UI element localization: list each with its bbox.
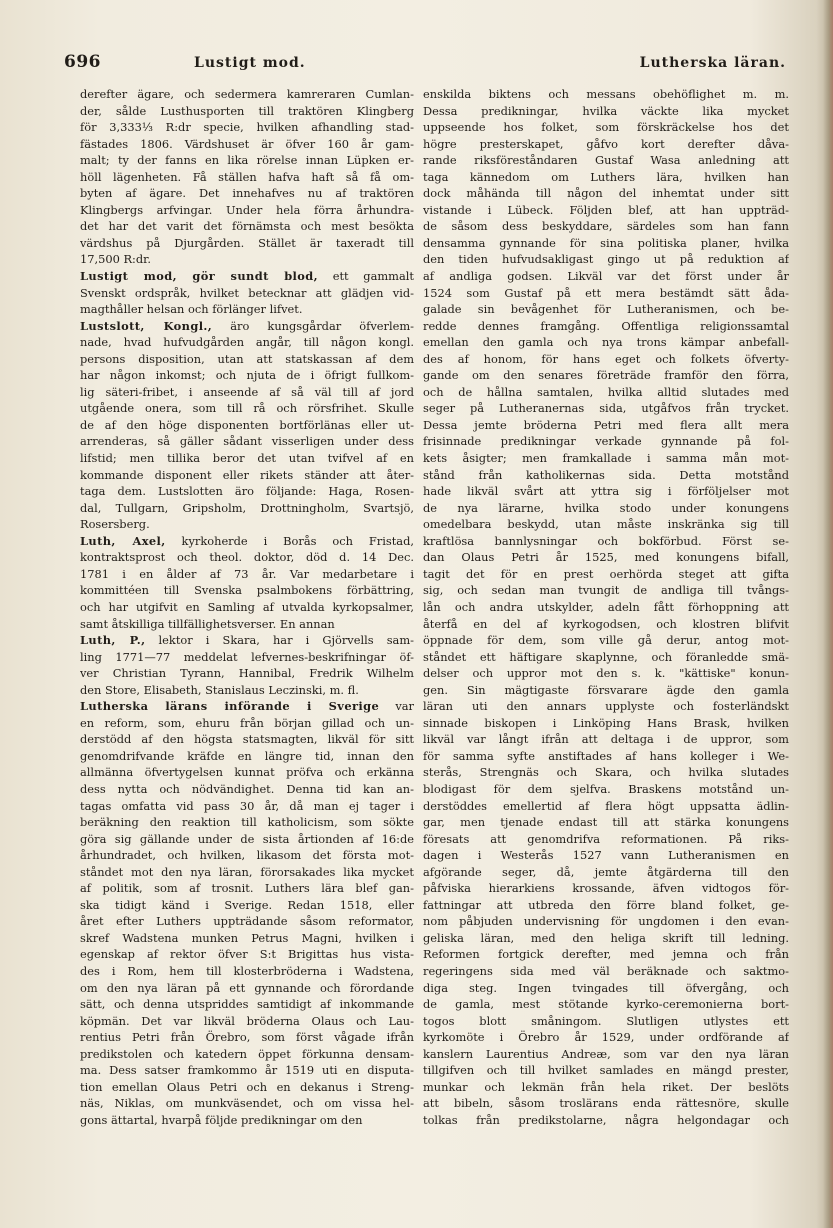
text-line: redde dennes framgång. Offentliga religionssamtal <box>423 318 789 333</box>
text-line: stånd från katholikernas sida. Detta motstånd <box>423 467 789 482</box>
text-line: skref Wadstena munken Petrus Magni, hvilken i <box>80 930 414 945</box>
entry-first-line <box>80 698 414 715</box>
entry-first-line <box>80 318 414 335</box>
text-line: föresats att genomdrifva reformationen. På riks- <box>423 831 789 846</box>
text-line: kets åsigter; men framkallade i samma mån mot- <box>423 451 789 466</box>
text-line: genomdrifvande kräfde en längre tid, innan den <box>80 748 414 763</box>
entry-heading: Lustslott, Kongl., <box>80 318 213 333</box>
text-line: allmänna öfvertygelsen kunnat pröfva och erkänna <box>80 765 414 780</box>
text-line: och de hållna samtalen, hvilka alltid slutades med <box>423 384 789 399</box>
text-line: sätt, och denna utspriddes samtidigt af inkommande <box>80 997 414 1012</box>
text-line: derstöddes emellertid af flera högt uppsatta ädlin- <box>423 798 789 813</box>
text-line: densamma gynnande för sina politiska planer, hvilka <box>423 235 789 250</box>
text-line: lån och andra utskylder, adeln fått förhoppning att <box>423 599 789 614</box>
entry-first-line <box>80 533 414 550</box>
text-line: kontraktsprost och theol. doktor, död d. 14 Dec. <box>80 550 414 565</box>
right-column <box>423 86 789 1128</box>
text-line: återfå en del af kyrkogodsen, och klostren blifvit <box>423 616 789 631</box>
right-running-head: Lutherska läran. <box>639 55 786 71</box>
text-line: byten af ägare. Det innehafves nu af traktören <box>80 186 414 201</box>
text-line: galade sin bevågenhet för Lutheranismen, och be- <box>423 302 789 317</box>
page-header <box>64 52 786 76</box>
text-line: den tiden hufvudsakligast gingo ut på reduktion af <box>423 252 789 267</box>
entry-text: lektor i Skara, har i Gjörvells sam- <box>145 633 414 648</box>
text-line: århundradet, och hvilken, likasom det första mot- <box>80 848 414 863</box>
text-line: sterås, Strengnäs och Skara, och hvilka slutades <box>423 765 789 780</box>
text-line: vistande i Lübeck. Följden blef, att han uppträd- <box>423 202 789 217</box>
text-line: köpmän. Det var likväl bröderna Olaus och Lau- <box>80 1013 414 1028</box>
entry-text: äro kungsgårdar öfverlem- <box>212 318 414 333</box>
text-line: ver Christian Tyrann, Hannibal, Fredrik Wilhelm <box>80 666 414 681</box>
text-line: högre presterskapet, gåfvo kort derefter dåva- <box>423 136 789 151</box>
entry-first-line <box>80 268 414 285</box>
text-line: seger på Lutheranernas sida, utgåfvos från trycket. <box>423 401 789 416</box>
text-line: dess nytta och nödvändighet. Denna tid kan an- <box>80 781 414 796</box>
text-line: taga dem. Lustslotten äro följande: Haga, Rosen- <box>80 484 414 499</box>
text-line: om den nya läran på ett gynnande och förordande <box>80 980 414 995</box>
text-line: 1524 som Gustaf på ett mera bestämdt sätt åda- <box>423 285 789 300</box>
text-line: de nya lärarne, hvilka stodo under konungens <box>423 500 789 515</box>
text-line: kraftlösa bannlysningar och bokförbud. Först se- <box>423 533 789 548</box>
text-line: 1781 i en ålder af 73 år. Var medarbetare i <box>80 566 414 581</box>
text-line: året efter Luthers uppträdande såsom reformator, <box>80 914 414 929</box>
text-line: fästades 1806. Värdshuset är öfver 160 år gam- <box>80 136 414 151</box>
left-column <box>80 86 414 1128</box>
text-line: ståndet ett häftigare skaplynne, och föranledde smä- <box>423 649 789 664</box>
text-line: dal, Tullgarn, Gripsholm, Drottningholm, Svartsjö, <box>80 500 414 515</box>
text-line: tillgifven och till hvilket samlades en mängd prester, <box>423 1063 789 1078</box>
text-line: arrenderas, så gäller sådant visserligen under dess <box>80 434 414 449</box>
entry-heading: Luth, P., <box>80 633 146 648</box>
text-line: lifstid; men tillika beror det utan tvifvel af en <box>80 451 414 466</box>
text-line: Klingbergs arfvingar. Under hela förra århundra- <box>80 202 414 217</box>
text-line: de såsom dess beskyddare, särdeles som han fann <box>423 219 789 234</box>
text-line: des af honom, för hans eget och folkets öfverty- <box>423 351 789 366</box>
text-line: värdshus på Djurgården. Stället är taxeradt till <box>80 235 414 250</box>
text-line: persons disposition, utan att statskassan af dem <box>80 351 414 366</box>
text-line: omedelbara beskydd, utan måste inskränka sig till <box>423 517 789 532</box>
left-running-head: Lustigt mod. <box>194 55 306 71</box>
text-line: gen. Sin mägtigaste försvarare ägde den gamla <box>423 682 789 697</box>
text-line: tolkas från predikstolarne, några helgondagar och <box>423 1112 789 1127</box>
text-line: utgående onera, som till rå och rörsfrihet. Skulle <box>80 401 414 416</box>
text-line: höll lägenheten. Få ställen hafva haft så få om- <box>80 169 414 184</box>
text-line: beräkning den reaktion till katholicism, som sökte <box>80 815 414 830</box>
page-number: 696 <box>64 52 101 72</box>
text-line: munkar och lekmän från hela riket. Der beslöts <box>423 1079 789 1094</box>
text-line: näs, Niklas, om munkväsendet, och om vissa hel- <box>80 1096 414 1111</box>
text-line: dagen i Westerås 1527 vann Lutheranismen en <box>423 848 789 863</box>
text-line: samt åtskilliga tillfällighetsverser. En annan <box>80 616 335 631</box>
text-line: Svenskt ordspråk, hvilket betecknar att glädjen vid- <box>80 285 414 300</box>
text-line: des i Rom, hem till klosterbröderna i Wadstena, <box>80 963 414 978</box>
text-line: derefter ägare, och sedermera kamreraren Cumlan- <box>80 87 414 101</box>
entry-first-line <box>80 632 414 649</box>
text-line: taga kännedom om Luthers lära, hvilken han <box>423 169 789 184</box>
text-line: tion emellan Olaus Petri och en dekanus i Streng- <box>80 1079 414 1094</box>
text-line: tagas omfatta vid pass 30 år, då man ej tager i <box>80 798 414 813</box>
text-line: nade, hvad hufvudgården angår, till någon kongl. <box>80 335 414 350</box>
text-line: öppnade för dem, som ville gå derur, antog mot- <box>423 633 789 648</box>
text-line: der, sålde Lusthusporten till traktören Klingberg <box>80 103 414 118</box>
text-line: af politik, som af trosnit. Luthers lära blef gan- <box>80 881 414 896</box>
entry-heading: Luth, Axel, <box>80 533 166 548</box>
entry-heading: Lustigt mod, gör sundt blod, <box>80 269 319 284</box>
entry-heading: Lutherska lärans införande i Sverige <box>80 699 380 714</box>
text-line: uppseende hos folket, som förskräckelse hos det <box>423 120 789 135</box>
entry-text: var <box>379 699 414 714</box>
text-line: tagit det för en prest oerhörda steget att gifta <box>423 566 789 581</box>
text-line: gons ättartal, hvarpå följde predikningar om den <box>80 1112 363 1127</box>
text-line: nom påbjuden undervisning för ungdomen i den evan- <box>423 914 789 929</box>
text-line: kommittéen till Svenska psalmbokens förbättring, <box>80 583 414 598</box>
text-line: rande riksföreståndaren Gustaf Wasa anledning att <box>423 153 789 168</box>
text-line: läran uti den annars upplyste och fosterländskt <box>423 699 789 714</box>
text-line: har någon inkomst; och njuta de i öfrigt fullkom- <box>80 368 414 383</box>
text-line: afgörande seger, då, jemte åtgärderna till den <box>423 864 789 879</box>
text-line: dan Olaus Petri år 1525, med konungens bifall, <box>423 550 789 565</box>
text-line: för samma syfte anstiftades af hans kolleger i We- <box>423 748 789 763</box>
text-line: rentius Petri från Örebro, som först vågade ifrån <box>80 1030 414 1045</box>
text-line: togos blott småningom. Slutligen utlystes ett <box>423 1013 789 1028</box>
text-line: att bibeln, såsom troslärans enda rättesnöre, skulle <box>423 1096 789 1111</box>
text-line: lig säteri-fribet, i anseende af så väl till af jord <box>80 384 414 399</box>
text-line: påfviska hierarkiens krossande, äfven vidtogos för- <box>423 881 789 896</box>
text-line: enskilda biktens och messans obehöflighet m. m. <box>423 87 789 101</box>
text-line: gande om den senares företräde framför den förra, <box>423 368 789 383</box>
text-line: en reform, som, ehuru från början gillad och un- <box>80 715 414 730</box>
text-line: och har utgifvit en Samling af utvalda kyrkopsalmer, <box>80 599 414 614</box>
text-line: sinnade biskopen i Linköping Hans Brask, hvilken <box>423 715 789 730</box>
text-line: predikstolen och katedern öppet förkunna densam- <box>80 1046 414 1061</box>
text-line: kommande disponent eller rikets ständer att åter- <box>80 467 414 482</box>
entry-text: kyrkoherde i Borås och Fristad, <box>165 533 414 548</box>
text-line: regeringens sida med väl beräknade och saktmo- <box>423 963 789 978</box>
text-line: 17,500 R:dr. <box>80 252 151 267</box>
text-line: diga steg. Ingen tvingades till öfvergång, och <box>423 980 789 995</box>
text-line: för 3,333⅓ R:dr specie, hvilken afhandling stad- <box>80 120 414 135</box>
text-line: egenskap af rektor öfver S:t Brigittas hus vista- <box>80 947 414 962</box>
text-line: Rosersberg. <box>80 517 150 532</box>
text-line: frisinnade predikningar verkade gynnande på fol- <box>423 434 789 449</box>
text-line: Dessa predikningar, hvilka väckte lika mycket <box>423 103 789 118</box>
text-line: geliska läran, med den heliga skrift till ledning. <box>423 930 789 945</box>
text-line: den Store, Elisabeth, Stanislaus Leczinski, m. fl. <box>80 682 359 697</box>
text-line: sig, och sedan man tvungit de andliga till tvångs- <box>423 583 789 598</box>
entry-text: ett gammalt <box>318 269 414 284</box>
text-line: emellan den gamla och nya trons kämpar anbefall- <box>423 335 789 350</box>
text-line: delser och uppror mot den s. k. "kättiske" konun- <box>423 666 789 681</box>
text-line: ma. Dess satser framkommo år 1519 uti en disputa- <box>80 1063 414 1078</box>
text-line: kyrkomöte i Örebro år 1529, under ordförande af <box>423 1030 789 1045</box>
text-line: af andliga godsen. Likväl var det först under år <box>423 269 789 284</box>
text-line: göra sig gällande under de sista årtionden af 16:de <box>80 831 414 846</box>
text-line: det har det varit det förnämsta och mest besökta <box>80 219 414 234</box>
text-line: kanslern Laurentius Andreæ, som var den nya läran <box>423 1046 789 1061</box>
text-line: gar, men tjenade endast till att stärka konungens <box>423 815 789 830</box>
text-line: dock måhända till någon del inhemtat under sitt <box>423 186 789 201</box>
text-line: de gamla, mest stötande kyrko-ceremonierna bort- <box>423 997 789 1012</box>
text-line: Reformen fortgick derefter, med jemna och från <box>423 947 789 962</box>
text-line: malt; ty der fanns en lika rörelse innan Lüpken er- <box>80 153 414 168</box>
text-line: magthåller helsan och förlänger lifvet. <box>80 302 303 317</box>
text-line: Dessa jemte bröderna Petri med flera allt mera <box>423 417 789 432</box>
text-line: ling 1771—77 meddelat lefvernes-beskrifningar öf- <box>80 649 414 664</box>
text-line: ståndet mot den nya läran, förorsakades lika mycket <box>80 864 414 879</box>
text-line: fattningar att utbreda den förre bland folket, ge- <box>423 897 789 912</box>
text-line: blodigast för dem sjelfva. Braskens motstånd un- <box>423 781 789 796</box>
text-line: de af den höge disponenten bortförlänas eller ut- <box>80 417 414 432</box>
text-line: hade likväl svårt att yttra sig i förföljelser mot <box>423 484 789 499</box>
page-edge <box>823 0 833 1228</box>
text-line: likväl var långt ifrån att deltaga i de uppror, som <box>423 732 789 747</box>
text-line: derstödd af den högsta statsmagten, likväl för sitt <box>80 732 414 747</box>
text-line: ska tidigt känd i Sverige. Redan 1518, eller <box>80 897 414 912</box>
